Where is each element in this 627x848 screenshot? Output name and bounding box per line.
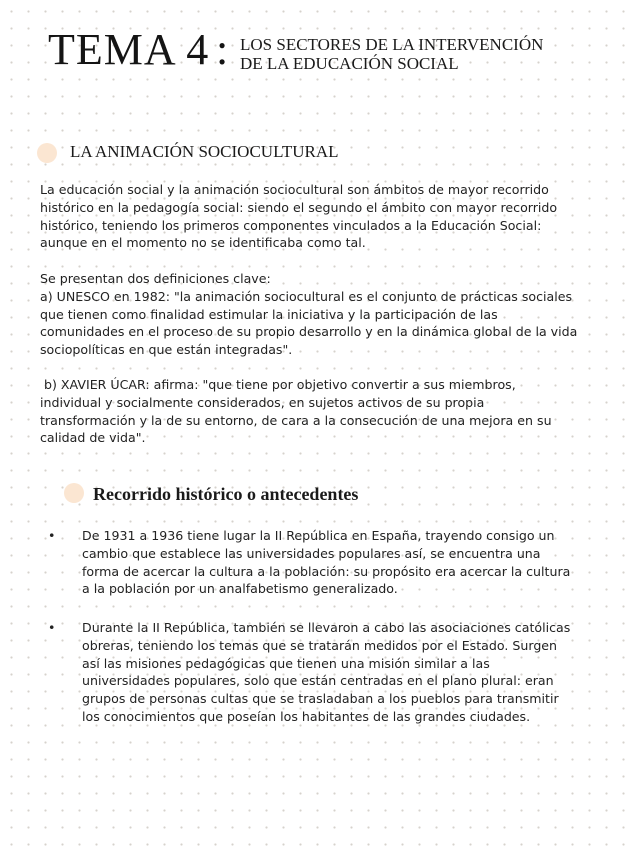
list-item-text: De 1931 a 1936 tiene lugar la II República en España, trayendo consigo un cambio que establece las universidades populares así, se encuentra una forma de acercar la cultura a la población: su propósito era acercar la cultura a la población por un analfabetismo generalizado. — [82, 528, 571, 597]
heading-bullet-icon — [64, 483, 84, 503]
definition-unesco: a) UNESCO en 1982: "la animación sociocultural es el conjunto de prácticas sociales que tienen como finalidad estimular la iniciativa y la participación de las comunidades en el proceso de su propio desarrollo y en la dinámica global de la vida sociopolíticas en que están integradas". — [40, 288, 578, 358]
definitions-block — [40, 270, 580, 359]
heading-bullet-icon — [37, 143, 57, 163]
section-heading-recorrido: Recorrido histórico o antecedentes — [93, 484, 359, 504]
intro-paragraph — [40, 181, 580, 252]
tema-colon: : — [216, 25, 229, 74]
definitions-intro: Se presentan dos definiciones clave: — [40, 271, 271, 286]
tema-subtitle-line-2: DE LA EDUCACIÓN SOCIAL — [240, 54, 459, 73]
tema-title: TEMA 4 — [48, 25, 210, 74]
section-heading-animacion: LA ANIMACIÓN SOCIOCULTURAL — [70, 142, 339, 161]
bullet-icon: • — [48, 528, 56, 543]
intro-text: La educación social y la animación sociocultural son ámbitos de mayor recorrido histórico en la pedagogía social: siendo el segundo el ámbito con mayor recorrido histórico, teniendo los primeros componentes vinculados a la Educación Social: aunque en el momento no se identificaba como tal. — [40, 182, 558, 251]
tema-subtitle-line-1: LOS SECTORES DE LA INTERVENCIÓN — [240, 35, 544, 54]
definition-ucar-block — [40, 376, 580, 447]
page-header — [48, 26, 608, 86]
definition-ucar: b) XAVIER ÚCAR: afirma: "que tiene por objetivo convertir a sus miembros, individual y socialmente considerados, en sujetos activos de su propia transformación y la de su entorno, de cara a la consecución de una mejora en su calidad de vida". — [40, 377, 556, 446]
tema-subtitle — [240, 35, 610, 73]
list-item-text: Durante la II República, también se llevaron a cabo las asociaciones católicas obreras, teniendo los temas que se tratarán medidos por el Estado. Surgen así las misiones pedagógicas que tienen una misión similar a las universidades populares, solo que están centradas en el plano plural: eran grupos de personas cultas que se trasladaban a los pueblos para transmitir los conocimientos que poseían los habitantes de las grandes ciudades. — [82, 620, 571, 724]
bullet-icon: • — [48, 620, 56, 635]
